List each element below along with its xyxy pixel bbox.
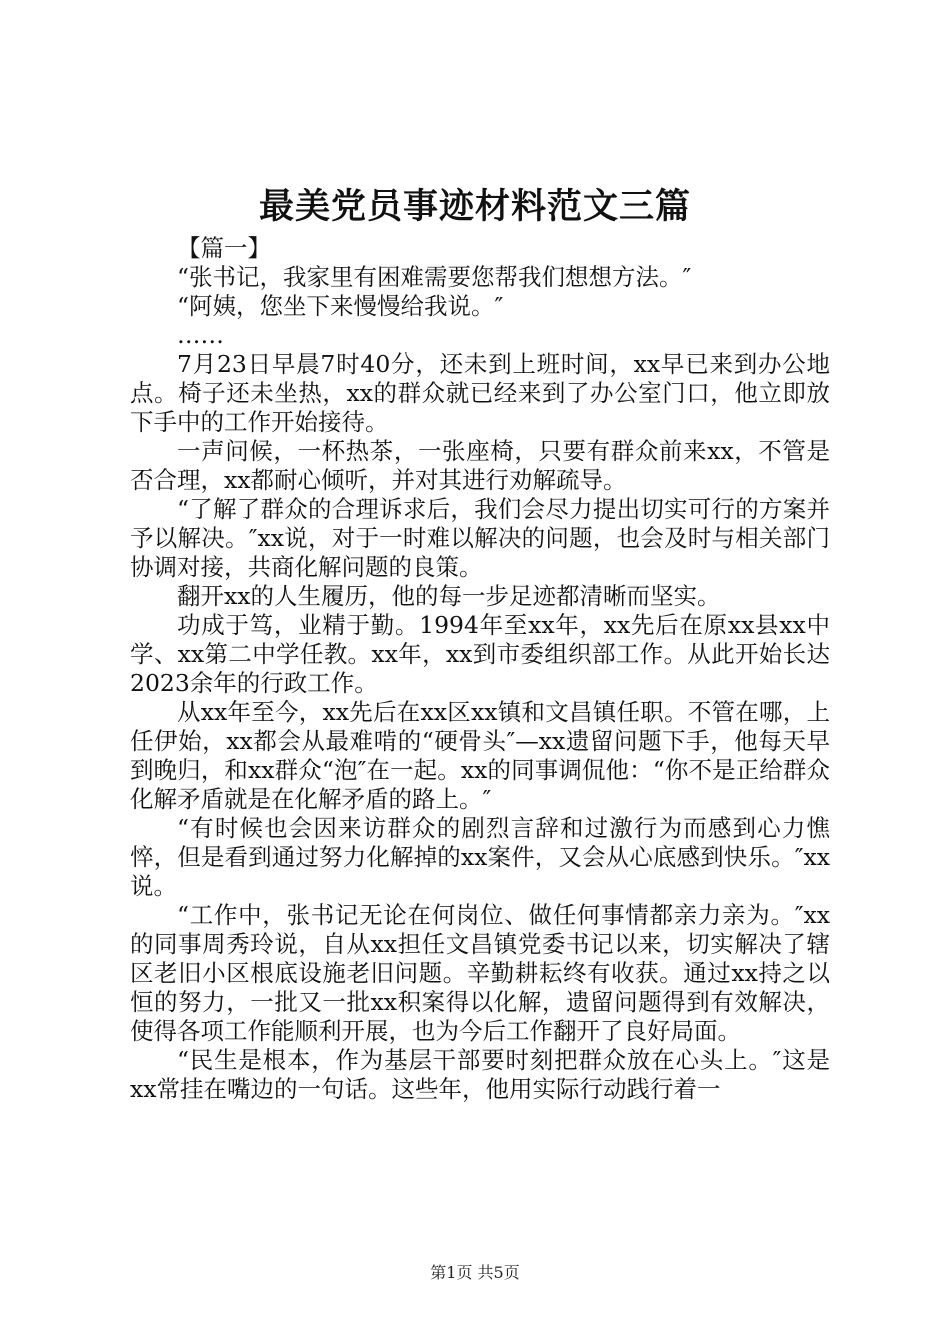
paragraph: “了解了群众的合理诉求后，我们会尽力提出切实可行的方案并予以解决。″xx说，对于一时难以解决的问题，也会及时与相关部门协调对接，共商化解问题的良策。 bbox=[130, 495, 830, 581]
page-footer: 第1页 共5页 bbox=[430, 1263, 520, 1282]
paragraph: “阿姨，您坐下来慢慢给我说。″ bbox=[177, 292, 504, 320]
paragraph: “民生是根本，作为基层干部要时刻把群众放在心头上。″这是xx常挂在嘴边的一句话。这些年，他用实际行动践行着一 bbox=[130, 1046, 830, 1103]
paragraph: 从xx年至今，xx先后在xx区xx镇和文昌镇任职。不管在哪，上任伊始，xx都会从最难啃的“硬骨头″—xx遗留问题下手，他每天早到晚归，和xx群众“泡″在一起。xx的同事调侃他：“你不是正给群众化解矛盾就是在化解矛盾的路上。″ bbox=[130, 698, 830, 813]
paragraph: 一声问候，一杯热茶，一张座椅，只要有群众前来xx，不管是否合理，xx都耐心倾听，并对其进行劝解疏导。 bbox=[130, 437, 830, 494]
paragraph: 7月23日早晨7时40分，还未到上班时间，xx早已来到办公地点。椅子还未坐热，xx的群众就已经来到了办公室门口，他立即放下手中的工作开始接待。 bbox=[130, 350, 830, 436]
paragraph: …… bbox=[177, 321, 224, 349]
paragraph: “工作中，张书记无论在何岗位、做任何事情都亲力亲为。″xx的同事周秀玲说，自从xx担任文昌镇党委书记以来，切实解决了辖区老旧小区根底设施老旧问题。辛勤耕耘终有收获。通过xx持之以恒的努力，一批又一批xx积案得以化解，遗留问题得到有效解决，使得各项工作能顺利开展，也为今后工作翻开了良好局面。 bbox=[130, 901, 830, 1045]
document-body bbox=[130, 234, 830, 1104]
section-heading: 【篇一】 bbox=[177, 234, 271, 262]
paragraph: 功成于笃，业精于勤。1994年至xx年，xx先后在原xx县xx中学、xx第二中学任教。xx年，xx到市委组织部工作。从此开始长达2023余年的行政工作。 bbox=[130, 611, 830, 697]
paragraph: 翻开xx的人生履历，他的每一步足迹都清晰而坚实。 bbox=[177, 582, 721, 610]
paragraph: “有时候也会因来访群众的剧烈言辞和过激行为而感到心力憔悴，但是看到通过努力化解掉的xx案件，又会从心底感到快乐。″xx说。 bbox=[130, 814, 830, 900]
paragraph: “张书记，我家里有困难需要您帮我们想想方法。″ bbox=[177, 263, 692, 291]
document-title: 最美党员事迹材料范文三篇 bbox=[258, 186, 691, 227]
